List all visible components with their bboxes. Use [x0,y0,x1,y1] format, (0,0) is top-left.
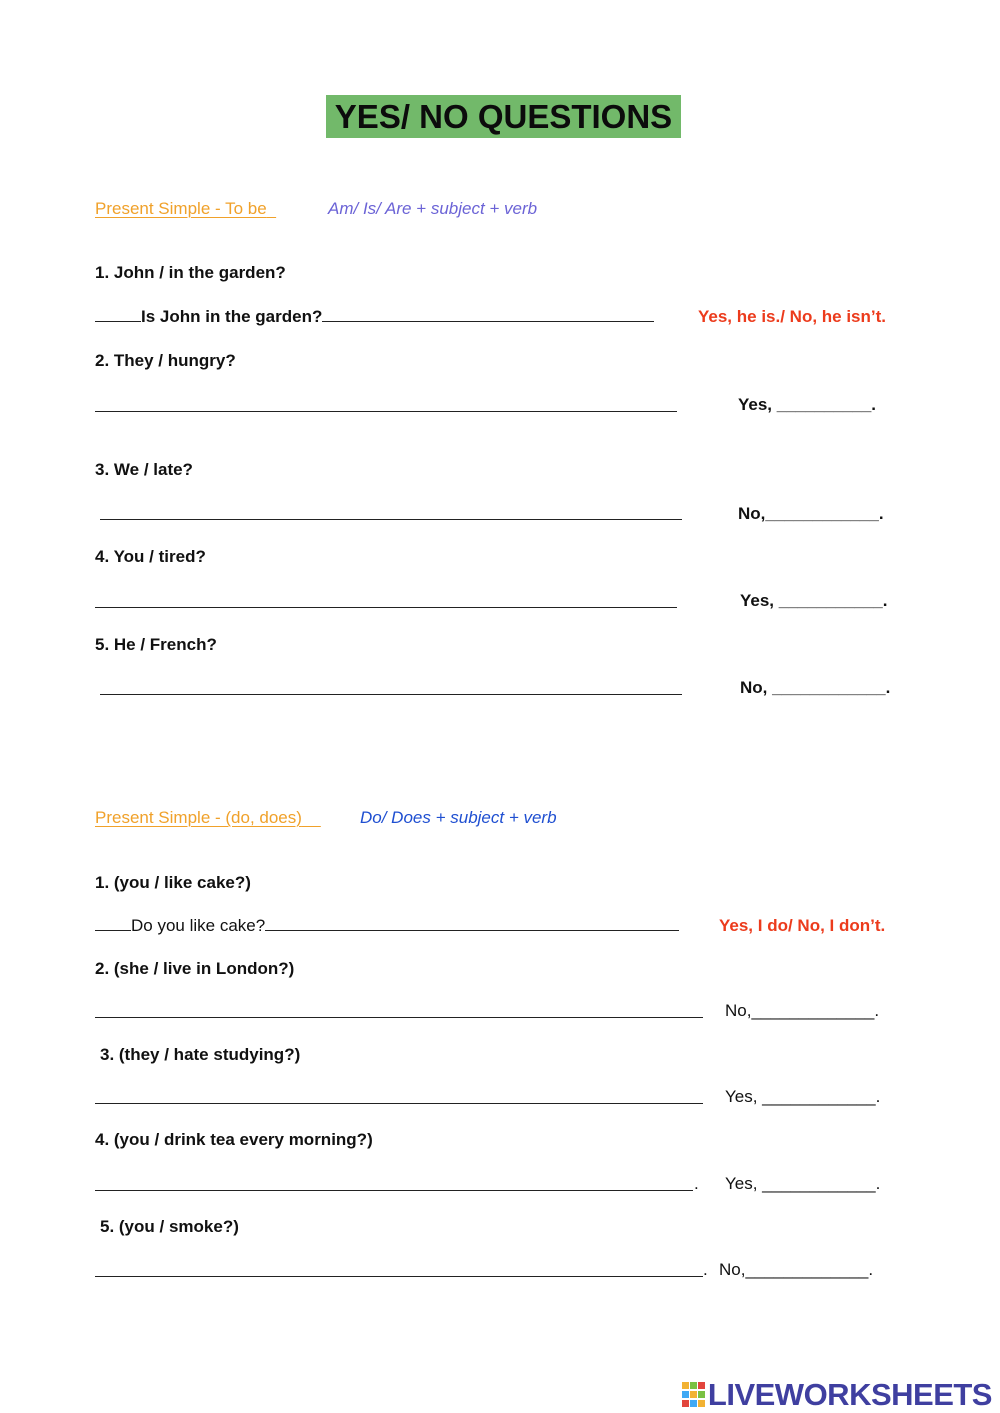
s2-period-4: . [694,1174,699,1193]
s1-question-4: 4. You / tired? [95,547,206,566]
s2-answer-line-2[interactable] [95,1017,703,1018]
s1-answer-line-2[interactable] [95,411,677,412]
s1-short-answer-4: Yes, ___________. [740,591,888,610]
s2-period-5: . [703,1260,708,1279]
s2-question-1: 1. (you / like cake?) [95,873,251,892]
s1-example-answer: Is John in the garden? [95,307,654,327]
s2-answer-line-5[interactable] [95,1276,703,1277]
s2-short-answer-5: No,_____________. [719,1260,874,1279]
s1-question-5: 5. He / French? [95,635,217,654]
page-title: YES/ NO QUESTIONS [326,95,681,138]
section2-label: Present Simple - (do, does) [95,808,302,827]
logo-icon [682,1382,706,1408]
s2-short-answer-3: Yes, ____________. [725,1087,881,1106]
s2-question-5: 5. (you / smoke?) [100,1217,239,1236]
s1-answer-line-5[interactable] [100,694,682,695]
s1-question-3: 3. We / late? [95,460,193,479]
s1-question-1: 1. John / in the garden? [95,263,286,282]
s1-short-answer-5: No, ____________. [740,678,891,697]
s1-answer-line-4[interactable] [95,607,677,608]
section2-formula: Do/ Does + subject + verb [360,808,557,827]
s2-question-2: 2. (she / live in London?) [95,959,295,978]
s1-answer-line-3[interactable] [100,519,682,520]
s2-short-answer-2: No,_____________. [725,1001,880,1020]
liveworksheets-logo [682,1377,992,1413]
s2-example-answer: Do you like cake? [95,916,679,936]
s2-example-short-answer: Yes, I do/ No, I don’t. [719,916,886,935]
s1-example-short-answer: Yes, he is./ No, he isn’t. [698,307,887,326]
s1-short-answer-2: Yes, __________. [738,395,877,414]
s2-question-3: 3. (they / hate studying?) [100,1045,301,1064]
s2-answer-line-3[interactable] [95,1103,703,1104]
s1-short-answer-3: No,____________. [738,504,884,523]
section1-formula: Am/ Is/ Are + subject + verb [328,199,538,218]
section1-label: Present Simple - To be [95,199,267,218]
s2-short-answer-4: Yes, ____________. [725,1174,881,1193]
s2-question-4: 4. (you / drink tea every morning?) [95,1130,373,1149]
s1-question-2: 2. They / hungry? [95,351,236,370]
logo-text: LIVEWORKSHEETS [707,1377,992,1412]
s2-answer-line-4[interactable] [95,1190,693,1191]
